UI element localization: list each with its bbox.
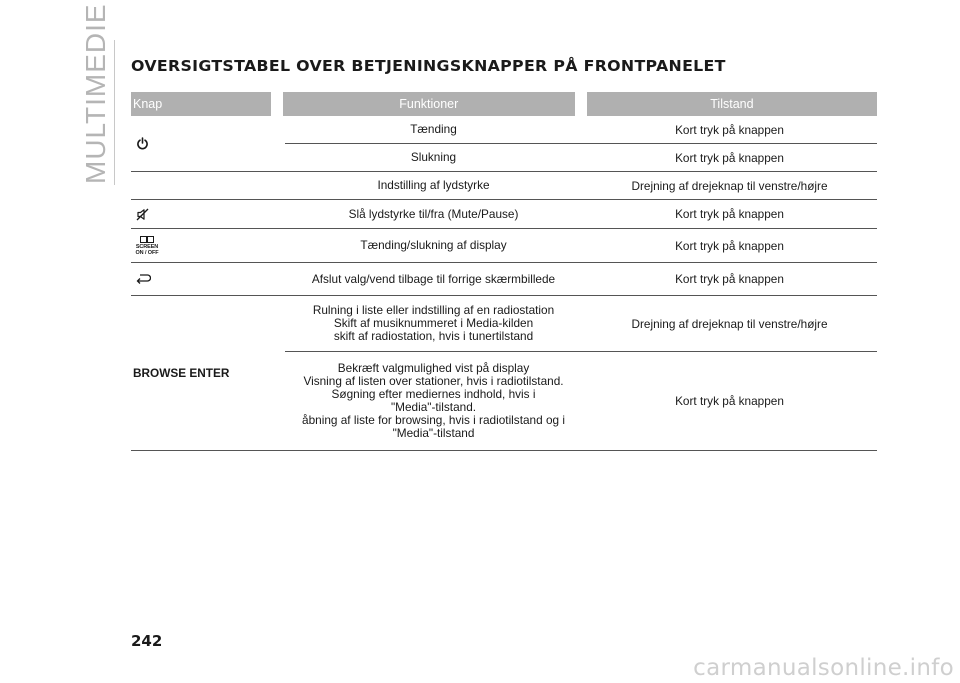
- state-cell: Kort tryk på knappen: [675, 272, 784, 286]
- header-funktioner: Funktioner: [283, 92, 575, 116]
- function-cell: Tænding/slukning af display: [360, 238, 507, 252]
- power-subrows: [285, 116, 877, 171]
- state-cell: Kort tryk på knappen: [675, 150, 784, 165]
- side-divider: [114, 40, 115, 185]
- key-cell: [131, 229, 285, 262]
- screen-icon-label-1: SCREEN: [135, 243, 159, 250]
- state-cell: Kort tryk på knappen: [675, 394, 784, 408]
- page-number: 242: [131, 632, 163, 650]
- header-knap: Knap: [131, 92, 271, 116]
- function-cell: Slå lydstyrke til/fra (Mute/Pause): [348, 206, 519, 221]
- function-cell: Indstilling af lydstyrke: [377, 178, 490, 192]
- key-cell: [131, 263, 285, 295]
- function-line: "Media"-tilstand: [392, 426, 475, 440]
- back-arrow-icon: [136, 274, 151, 284]
- function-cell: Tænding: [410, 122, 457, 136]
- function-cell: [285, 352, 582, 450]
- state-cell: Kort tryk på knappen: [675, 207, 784, 221]
- browse-subrows: [285, 296, 877, 450]
- table-row: [285, 116, 877, 144]
- function-cell: Afslut valg/vend tilbage til forrige skærmbillede: [311, 271, 556, 286]
- function-line: "Media"-tilstand.: [390, 400, 477, 414]
- screen-squares-glyph: [147, 236, 154, 243]
- section-tab: MULTIMEDIE: [80, 3, 111, 184]
- state-cell: Drejning af drejeknap til venstre/højre: [631, 178, 828, 193]
- state-cell: Drejning af drejeknap til venstre/højre: [631, 316, 828, 331]
- function-line: Visning af listen over stationer, hvis i radiotilstand.: [303, 374, 564, 388]
- header-tilstand: Tilstand: [587, 92, 877, 116]
- function-cell: [285, 296, 582, 351]
- state-cell: Kort tryk på knappen: [675, 122, 784, 137]
- table-header: [131, 92, 877, 116]
- function-line: Bekræft valgmulighed vist på display: [337, 361, 530, 375]
- table-row: [285, 296, 877, 352]
- key-cell: [131, 172, 285, 199]
- screen-icon-label-2: ON / OFF: [135, 249, 159, 256]
- screen-on-off-icon: [135, 236, 159, 256]
- table-row: [131, 263, 877, 296]
- power-key-cell: [131, 116, 285, 171]
- table-row: [131, 229, 877, 263]
- controls-table: [131, 92, 877, 451]
- key-cell: [131, 200, 285, 228]
- table-row: [285, 352, 877, 450]
- function-line: Rulning i liste eller indstilling af en radiostation: [312, 303, 555, 317]
- function-line: Søgning efter mediernes indhold, hvis i: [331, 387, 536, 401]
- browse-group: [131, 296, 877, 451]
- browse-enter-key: BROWSE ENTER: [133, 366, 230, 380]
- function-line: skift af radiostation, hvis i tunertilstand: [333, 329, 534, 343]
- table-row: [131, 172, 877, 200]
- power-group: [131, 116, 877, 172]
- power-icon: [136, 137, 149, 150]
- table-row: [285, 144, 877, 171]
- table-row: [131, 200, 877, 229]
- watermark: carmanualsonline.info: [693, 655, 954, 681]
- state-cell: Kort tryk på knappen: [675, 238, 784, 253]
- function-cell: Slukning: [410, 150, 457, 164]
- function-line: åbning af liste for browsing, hvis i radiotilstand og i: [302, 413, 565, 427]
- function-line: Skift af musiknummeret i Media-kilden: [333, 316, 534, 330]
- page-title: OVERSIGTSTABEL OVER BETJENINGSKNAPPER PÅ FRONTPANELET: [131, 57, 726, 75]
- mute-icon: [136, 208, 149, 221]
